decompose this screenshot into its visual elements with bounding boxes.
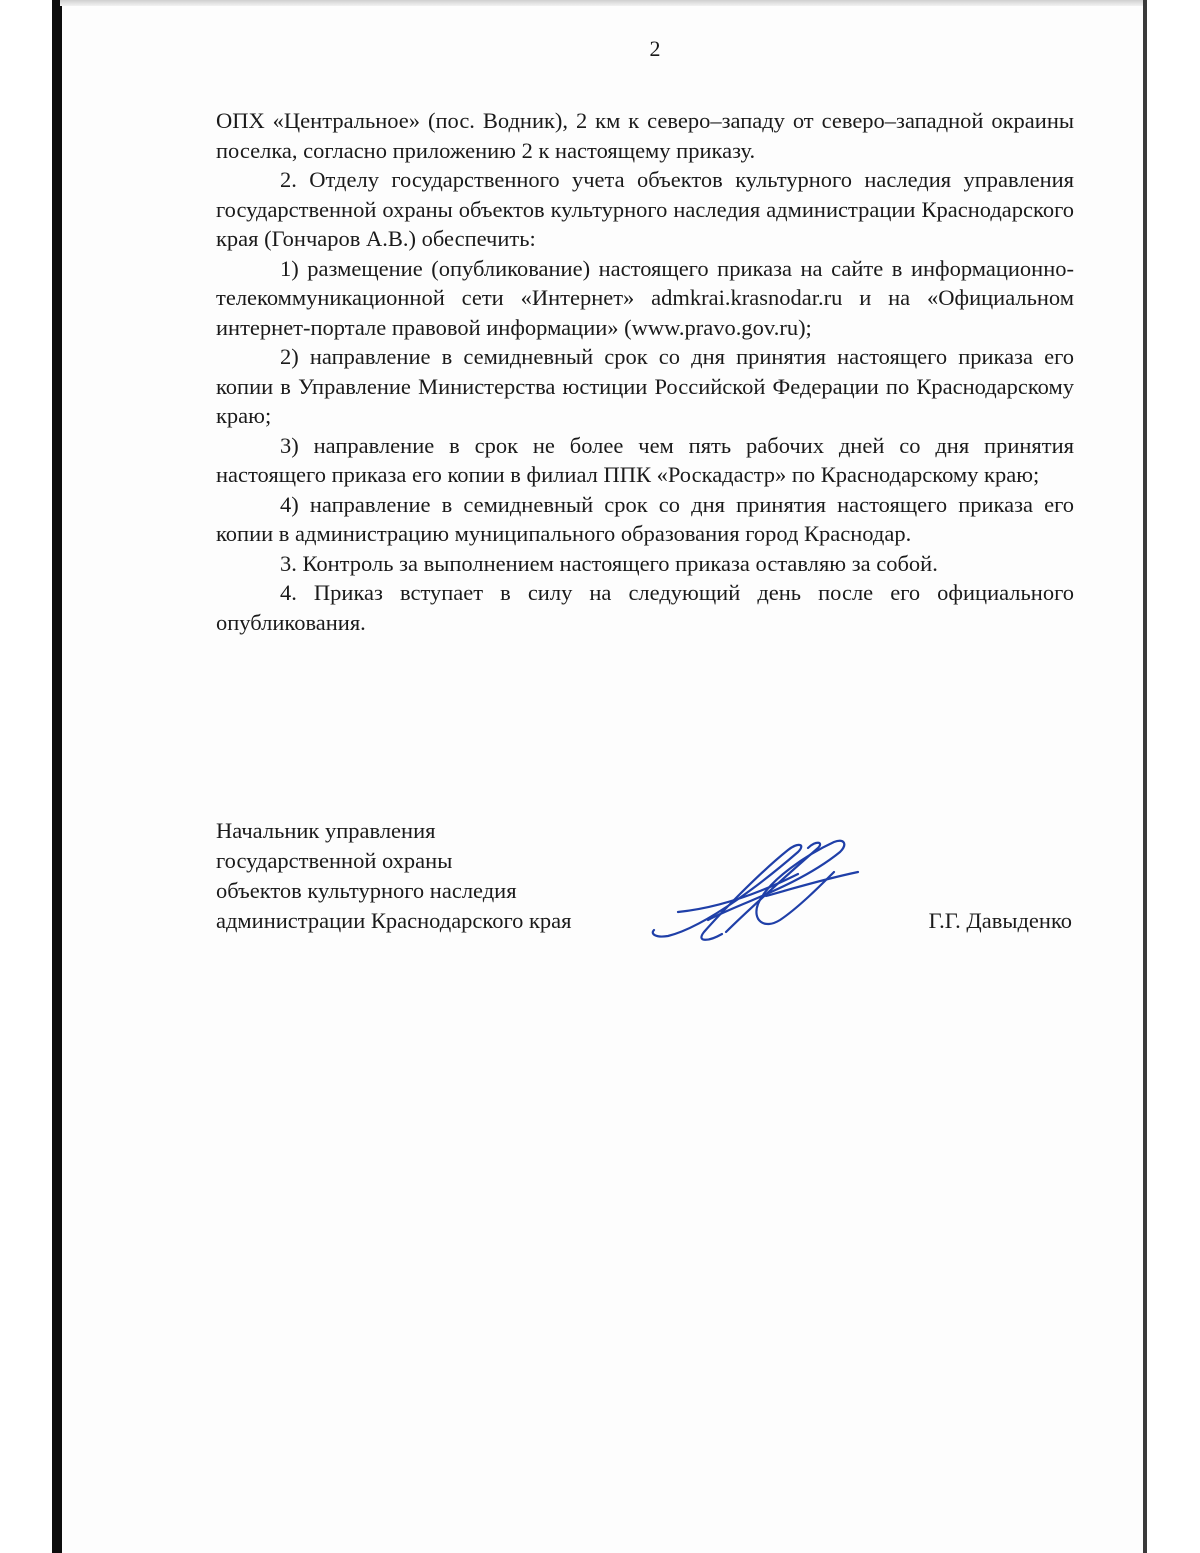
paragraph: 4) направление в семидневный срок со дня принятия настоящего приказа его копии в администрацию муниципального образования город Краснодар. (216, 491, 1074, 546)
signature-block (216, 816, 1076, 936)
order-body (216, 106, 1074, 637)
paragraph: 4. Приказ вступает в силу на следующий день после его официального опубликования. (216, 580, 1074, 635)
paragraph: 3. Контроль за выполнением настоящего приказа оставляю за собой. (280, 550, 938, 576)
paragraph: 2. Отделу государственного учета объектов культурного наследия управления государственной охраны объектов культурного наследия администрации Краснодарского края (Гончаров А.В.) обеспечить: (216, 167, 1074, 251)
signatory-title-line: государственной охраны (216, 848, 453, 873)
scan-margin-left (0, 0, 52, 1553)
paragraph: 2) направление в семидневный срок со дня принятия настоящего приказа его копии в Управление Министерства юстиции Российской Федерации по Краснодарскому краю; (216, 344, 1074, 428)
scan-edge-left (52, 0, 62, 1553)
handwritten-signature-icon (648, 834, 863, 952)
paragraph: ОПХ «Центральное» (пос. Водник), 2 км к северо–западу от северо–западной окраины поселка, согласно приложению 2 к настоящему приказу. (216, 108, 1074, 163)
signatory-name: Г.Г. Давыденко (928, 908, 1072, 933)
signatory-title-line: Начальник управления (216, 818, 436, 843)
scan-margin-right (1147, 0, 1200, 1553)
signatory-title-line: объектов культурного наследия (216, 878, 517, 903)
paragraph: 1) размещение (опубликование) настоящего приказа на сайте в информационно-телекоммуникационной сети «Интернет» admkrai.krasnodar.ru и на «Официальном интернет-портале правовой информации» (www.pravo.gov.ru); (216, 255, 1074, 340)
paragraph: 3) направление в срок не более чем пять рабочих дней со дня принятия настоящего приказа его копии в филиал ППК «Роскадастр» по Краснодарскому краю; (216, 432, 1074, 487)
scan-edge-top (60, 0, 1145, 6)
signatory-title-line: администрации Краснодарского края (216, 908, 572, 933)
page-number: 2 (649, 36, 661, 61)
